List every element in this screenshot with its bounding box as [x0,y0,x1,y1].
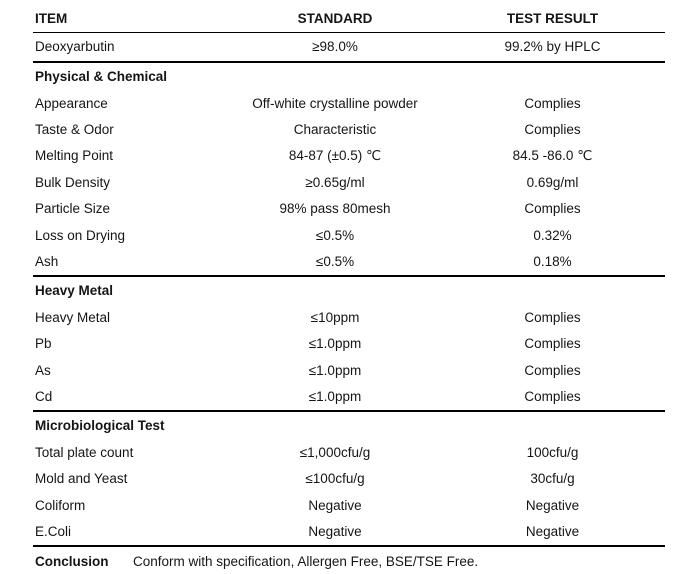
result-cell: Complies [524,389,581,405]
table-row [33,248,665,274]
item-cell: Appearance [35,95,108,111]
table-row [33,331,665,357]
table-row [33,196,665,222]
standard-cell: ≥0.65g/ml [305,174,365,190]
item-cell: Bulk Density [35,174,111,190]
table-row [33,466,665,492]
result-cell: Complies [524,201,581,217]
standard-cell: Negative [308,497,362,513]
item-cell: Deoxyarbutin [35,39,115,55]
standard-cell: ≤0.5% [315,254,355,270]
standard-cell: ≤1.0ppm [308,362,362,378]
column-header-item: ITEM [35,11,68,26]
certificate-of-analysis-table [33,0,665,574]
item-cell: Melting Point [35,148,114,164]
standard-cell: Characteristic [293,122,377,138]
result-cell: Complies [524,362,581,378]
result-cell: 99.2% by HPLC [504,39,601,55]
result-cell: 100cfu/g [526,444,579,460]
section-title-microbiological-test: Microbiological Test [35,418,165,434]
table-row [33,169,665,195]
conclusion-row [33,549,665,574]
result-cell: 0.18% [533,254,572,270]
table-row [33,439,665,465]
table-header-row [33,0,665,33]
result-cell: Complies [524,309,581,325]
item-cell: Cd [35,389,53,405]
table-row [33,383,665,409]
standard-cell: Off-white crystalline powder [252,95,418,111]
result-cell: 0.69g/ml [526,174,579,190]
standard-cell: Negative [308,524,362,540]
standard-cell: ≥98.0% [312,39,358,55]
item-cell: Particle Size [35,201,111,217]
item-cell: Heavy Metal [35,309,111,325]
item-cell: Pb [35,336,52,352]
table-row [33,33,665,63]
standard-cell: ≤0.5% [315,227,355,243]
section-microbiological-test [33,412,665,547]
standard-cell: ≤10ppm [310,309,360,325]
item-cell: Total plate count [35,444,134,460]
column-header-standard: STANDARD [297,11,373,26]
standard-cell: 84-87 (±0.5) ℃ [288,147,382,163]
table-row [33,518,665,544]
table-row [33,90,665,116]
result-cell: 0.32% [533,227,572,243]
item-cell: Ash [35,254,59,270]
table-row [33,357,665,383]
standard-cell: 98% pass 80mesh [279,201,391,217]
result-cell: 30cfu/g [530,471,575,487]
result-cell: Complies [524,95,581,111]
section-title-physical-chemical: Physical & Chemical [35,68,168,84]
section-physical-chemical [33,63,665,277]
result-cell: Negative [525,497,580,513]
column-header-test-result: TEST RESULT [506,11,599,26]
item-cell: E.Coli [35,524,72,540]
result-cell: 84.5 -86.0 ℃ [512,147,593,163]
table-row [33,492,665,518]
item-cell: Taste & Odor [35,122,114,138]
item-cell: Loss on Drying [35,227,126,243]
standard-cell: ≤1.0ppm [308,336,362,352]
section-heavy-metal [33,277,665,412]
conclusion-text: Conform with specification, Allergen Free, BSE/TSE Free. [133,553,479,569]
standard-cell: ≤1,000cfu/g [299,444,371,460]
item-cell: As [35,362,51,378]
result-cell: Negative [525,524,580,540]
item-cell: Mold and Yeast [35,471,128,487]
table-row [33,143,665,169]
item-cell: Coliform [35,497,86,513]
table-row [33,116,665,142]
conclusion-label: Conclusion [35,553,109,569]
standard-cell: ≤100cfu/g [305,471,365,487]
standard-cell: ≤1.0ppm [308,389,362,405]
table-row [33,304,665,330]
result-cell: Complies [524,336,581,352]
section-title-heavy-metal: Heavy Metal [35,282,114,298]
result-cell: Complies [524,122,581,138]
table-row [33,222,665,248]
